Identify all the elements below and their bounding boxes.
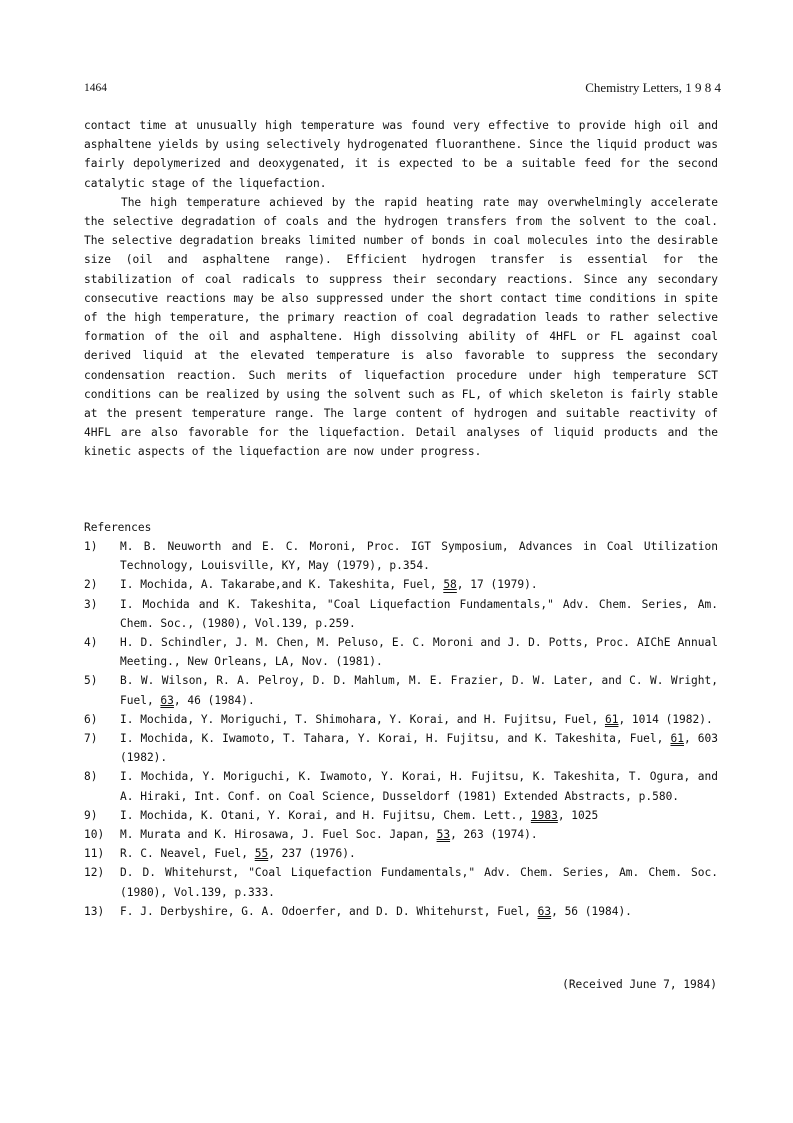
- reference-item: [84, 671, 718, 709]
- reference-item: [84, 767, 718, 805]
- reference-number: 6): [84, 712, 98, 726]
- paragraph-2: The high temperature achieved by the rapid heating rate may overwhelmingly accelerate the selective degradation of coals and the hydrogen transfers from the solvent to the coal. The selective degradation breaks limited number of bonds in coal molecules into the desirable size (oil and asphaltene range). Efficient hydrogen transfer is essential for the stabilization of coal radicals to suppress their secondary reactions. Since any secondary consecutive reactions may be also suppressed under the short contact time conditions in spite of the high temperature, the primary reaction of coal degradation leads to rather selective formation of the oil and asphaltene. High dissolving ability of 4HFL or FL against coal derived liquid at the elevated temperature is also favorable to suppress the secondary condensation reaction. Such merits of liquefaction procedure under high temperature SCT conditions can be realized by using the solvent such as FL, of which skeleton is fairly stable at the present temperature range. The large content of hydrogen and suitable reactivity of 4HFL are also favorable for the liquefaction. Detail analyses of liquid products and the kinetic aspects of the liquefaction are now under progress.: [84, 195, 718, 459]
- reference-item: [84, 595, 718, 633]
- reference-number: 5): [84, 674, 98, 688]
- reference-text: I. Mochida, A. Takarabe,and K. Takeshita, Fuel, 58, 17 (1979).: [120, 578, 538, 592]
- reference-text: D. D. Whitehurst, "Coal Liquefaction Fundamentals," Adv. Chem. Series, Am. Chem. Soc. (1980), Vol.139, p.333.: [120, 866, 718, 899]
- reference-number: 12): [84, 866, 105, 880]
- references-heading: References: [84, 521, 152, 534]
- reference-item: [84, 710, 718, 729]
- reference-item: [84, 729, 718, 767]
- reference-text: M. B. Neuworth and E. C. Moroni, Proc. IGT Symposium, Advances in Coal Utilization Technology, Louisville, KY, May (1979), p.354.: [120, 540, 718, 573]
- reference-item: [84, 902, 718, 921]
- reference-item: [84, 633, 718, 671]
- paragraph-1: contact time at unusually high temperature was found very effective to provide high oil and asphaltene yields by using selectively hydrogenated fluoranthene. Since the liquid product was fairly depolymerized and deoxygenated, it is expected to be a suitable feed for the second catalytic stage of the liquefaction.: [84, 119, 718, 190]
- reference-number: 4): [84, 636, 98, 650]
- reference-text: R. C. Neavel, Fuel, 55, 237 (1976).: [120, 847, 356, 861]
- reference-item: [84, 575, 718, 594]
- reference-text: I. Mochida, Y. Moriguchi, K. Iwamoto, Y. Korai, H. Fujitsu, K. Takeshita, T. Ogura, and A. Hiraki, Int. Conf. on Coal Science, Dusseldorf (1981) Extended Abstracts, p.580.: [120, 770, 718, 803]
- reference-number: 11): [84, 847, 105, 861]
- reference-number: 2): [84, 578, 98, 592]
- reference-text: H. D. Schindler, J. M. Chen, M. Peluso, E. C. Moroni and J. D. Potts, Proc. AIChE Annual Meeting., New Orleans, LA, Nov. (1981).: [120, 636, 718, 669]
- references-list: [84, 537, 718, 921]
- reference-number: 7): [84, 732, 98, 746]
- journal-header: Chemistry Letters, 1 9 8 4: [585, 80, 721, 95]
- reference-item: [84, 537, 718, 575]
- reference-text: I. Mochida, K. Otani, Y. Korai, and H. Fujitsu, Chem. Lett., 1983, 1025: [120, 808, 599, 822]
- reference-text: F. J. Derbyshire, G. A. Odoerfer, and D. D. Whitehurst, Fuel, 63, 56 (1984).: [120, 904, 632, 918]
- reference-text: M. Murata and K. Hirosawa, J. Fuel Soc. Japan, 53, 263 (1974).: [120, 828, 538, 842]
- body-text: [84, 116, 718, 462]
- reference-item: [84, 844, 718, 863]
- reference-item: [84, 863, 718, 901]
- reference-text: I. Mochida, Y. Moriguchi, T. Shimohara, Y. Korai, and H. Fujitsu, Fuel, 61, 1014 (1982).: [120, 712, 713, 726]
- reference-number: 10): [84, 828, 105, 842]
- reference-number: 8): [84, 770, 98, 784]
- reference-text: I. Mochida and K. Takeshita, "Coal Liquefaction Fundamentals," Adv. Chem. Series, Am. Chem. Soc., (1980), Vol.139, p.259.: [120, 597, 718, 630]
- reference-number: 3): [84, 597, 98, 611]
- reference-number: 9): [84, 808, 98, 822]
- reference-text: I. Mochida, K. Iwamoto, T. Tahara, Y. Korai, H. Fujitsu, and K. Takeshita, Fuel, 61, 603 (1982).: [120, 732, 718, 765]
- reference-number: 1): [84, 540, 98, 553]
- page-number: 1464: [84, 82, 107, 94]
- reference-item: [84, 825, 718, 844]
- reference-text: B. W. Wilson, R. A. Pelroy, D. D. Mahlum, M. E. Frazier, D. W. Later, and C. W. Wright, Fuel, 63, 46 (1984).: [120, 674, 718, 707]
- reference-item: [84, 806, 718, 825]
- reference-number: 13): [84, 904, 105, 918]
- received-date: (Received June 7, 1984): [562, 978, 717, 991]
